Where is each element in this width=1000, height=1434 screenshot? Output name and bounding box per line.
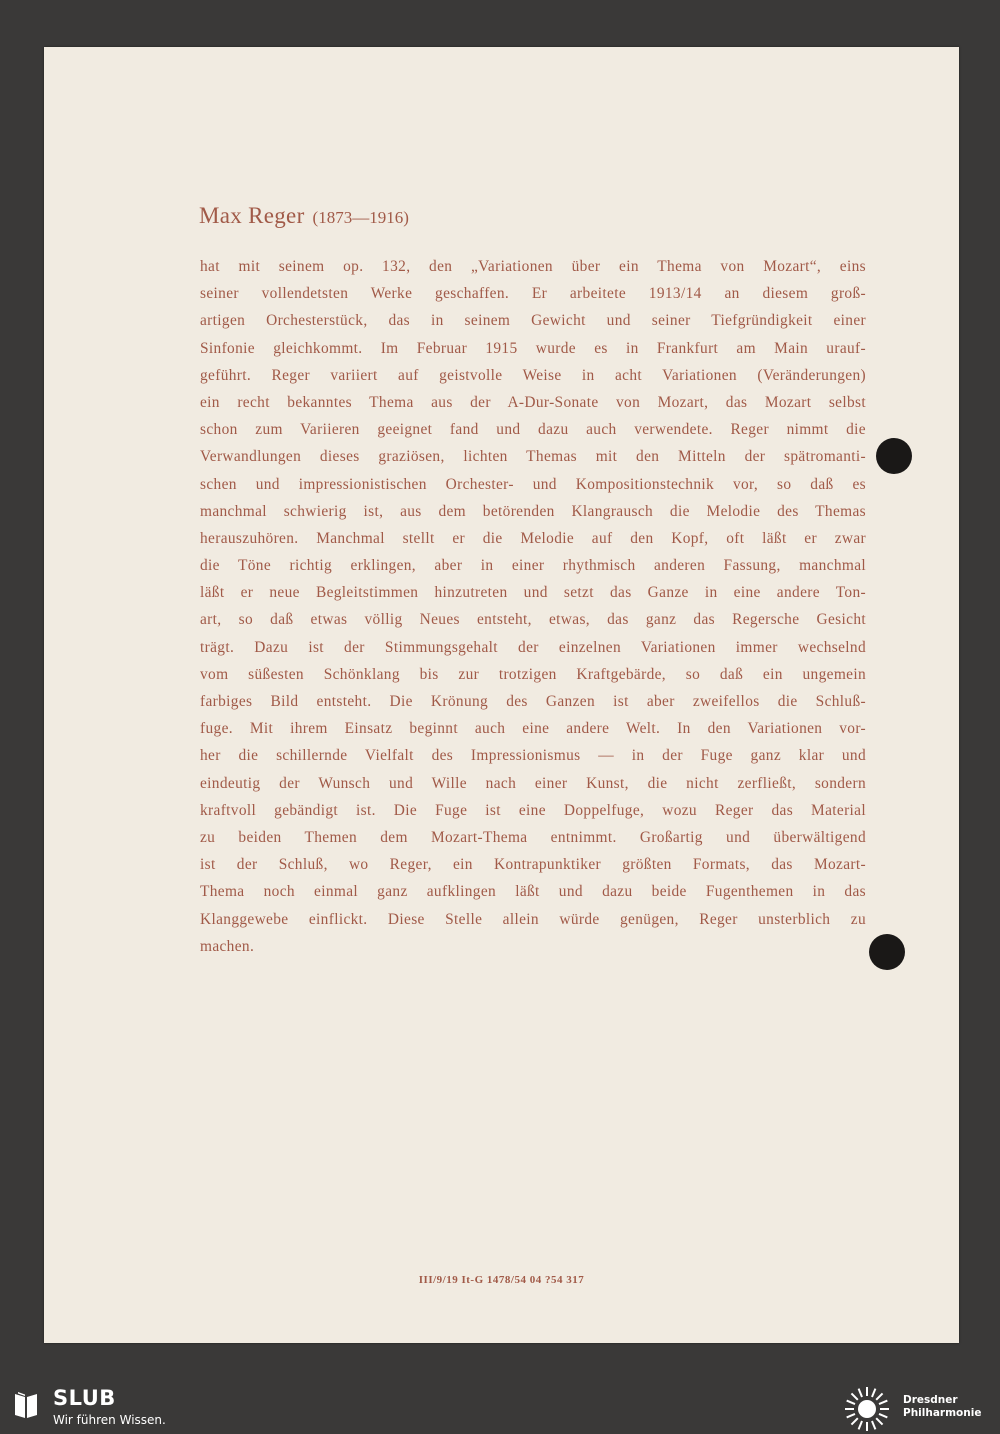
text-line: ist der Schluß, wo Reger, ein Kontrapunktiker größten Formats, das Mozart- xyxy=(200,856,866,874)
text-line: zu beiden Themen dem Mozart-Thema entnimmt. Großartig und überwältigend xyxy=(200,828,866,846)
text-line: Thema noch einmal ganz aufklingen läßt und dazu beide Fugenthemen in das xyxy=(200,883,866,901)
text-line: geführt. Reger variiert auf geistvolle Weise in acht Variationen (Veränderungen) xyxy=(200,366,866,384)
text-line: Verwandlungen dieses graziösen, lichten Themas mit den Mitteln der spätromanti- xyxy=(200,448,866,466)
text-line: seiner vollendetsten Werke geschaffen. Er arbeitete 1913/14 an diesem groß- xyxy=(200,285,866,303)
print-code: III/9/19 It-G 1478/54 04 ?54 317 xyxy=(418,1274,585,1286)
text-line: trägt. Dazu ist der Stimmungsgehalt der einzelnen Variationen immer wechselnd xyxy=(200,638,866,656)
text-line: her die schillernde Vielfalt des Impressionismus — in der Fuge ganz klar und xyxy=(200,747,866,765)
text-line: hat mit seinem op. 132, den „Variationen über ein Thema von Mozart“, eins xyxy=(200,258,866,275)
text-line: ein recht bekanntes Thema aus der A-Dur-Sonate von Mozart, das Mozart selbst xyxy=(200,393,866,411)
text-line: artigen Orchesterstück, das in seinem Gewicht und seiner Tiefgründigkeit einer xyxy=(200,312,866,330)
text-line: schen und impressionistischen Orchester- und Kompositionstechnik vor, so daß es xyxy=(200,475,866,493)
viewer-footer xyxy=(0,1384,1000,1434)
text-line: Klanggewebe einflickt. Diese Stelle allein würde genügen, Reger unsterblich zu xyxy=(200,910,866,928)
text-line: farbiges Bild entsteht. Die Krönung des Ganzen ist aber zweifellos die Schluß- xyxy=(200,693,866,710)
philharmonie-line-1: Dresdner xyxy=(903,1394,958,1406)
text-line: kraftvoll gebändigt ist. Die Fuge ist eine Doppelfuge, wozu Reger das Material xyxy=(200,801,866,819)
slub-tagline: Wir führen Wissen. xyxy=(53,1413,166,1427)
text-line: machen. xyxy=(200,937,255,955)
section-heading xyxy=(199,203,409,229)
philharmonie-logo-icon[interactable] xyxy=(842,1386,892,1432)
composer-years: (1873—1916) xyxy=(312,208,409,227)
text-line: art, so daß etwas völlig Neues entsteht, etwas, das ganz das Regersche Gesicht xyxy=(200,611,866,629)
body-paragraph xyxy=(200,253,866,960)
text-line: schon zum Variieren geeignet fand und dazu auch verwendete. Reger nimmt die xyxy=(200,421,866,439)
text-line: Sinfonie gleichkommt. Im Februar 1915 wurde es in Frankfurt am Main urauf- xyxy=(200,339,866,357)
punch-hole xyxy=(869,934,905,970)
philharmonie-logo-text[interactable] xyxy=(903,1394,981,1420)
text-line: herauszuhören. Manchmal stellt er die Melodie auf den Kopf, oft läßt er zwar xyxy=(200,529,866,547)
book-icon xyxy=(12,1390,40,1420)
composer-name: Max Reger xyxy=(199,203,305,228)
text-line: die Töne richtig erklingen, aber in einer rhythmisch anderen Fassung, manchmal xyxy=(200,557,866,575)
text-line: fuge. Mit ihrem Einsatz beginnt auch eine andere Welt. In den Variationen vor- xyxy=(200,720,866,738)
text-line: läßt er neue Begleitstimmen hinzutreten und setzt das Ganze in eine andere Ton- xyxy=(200,584,866,602)
punch-hole xyxy=(876,438,912,474)
document-page xyxy=(44,47,959,1343)
text-line: manchmal schwierig ist, aus dem betörenden Klangrausch die Melodie des Themas xyxy=(200,502,866,520)
philharmonie-line-2: Philharmonie xyxy=(903,1407,982,1419)
slub-logo-text[interactable]: SLUB xyxy=(53,1386,116,1410)
text-line: vom süßesten Schönklang bis zur trotzigen Kraftgebärde, so daß ein ungemein xyxy=(200,665,866,683)
text-line: eindeutig der Wunsch und Wille nach einer Kunst, die nicht zerfließt, sondern xyxy=(200,774,866,792)
